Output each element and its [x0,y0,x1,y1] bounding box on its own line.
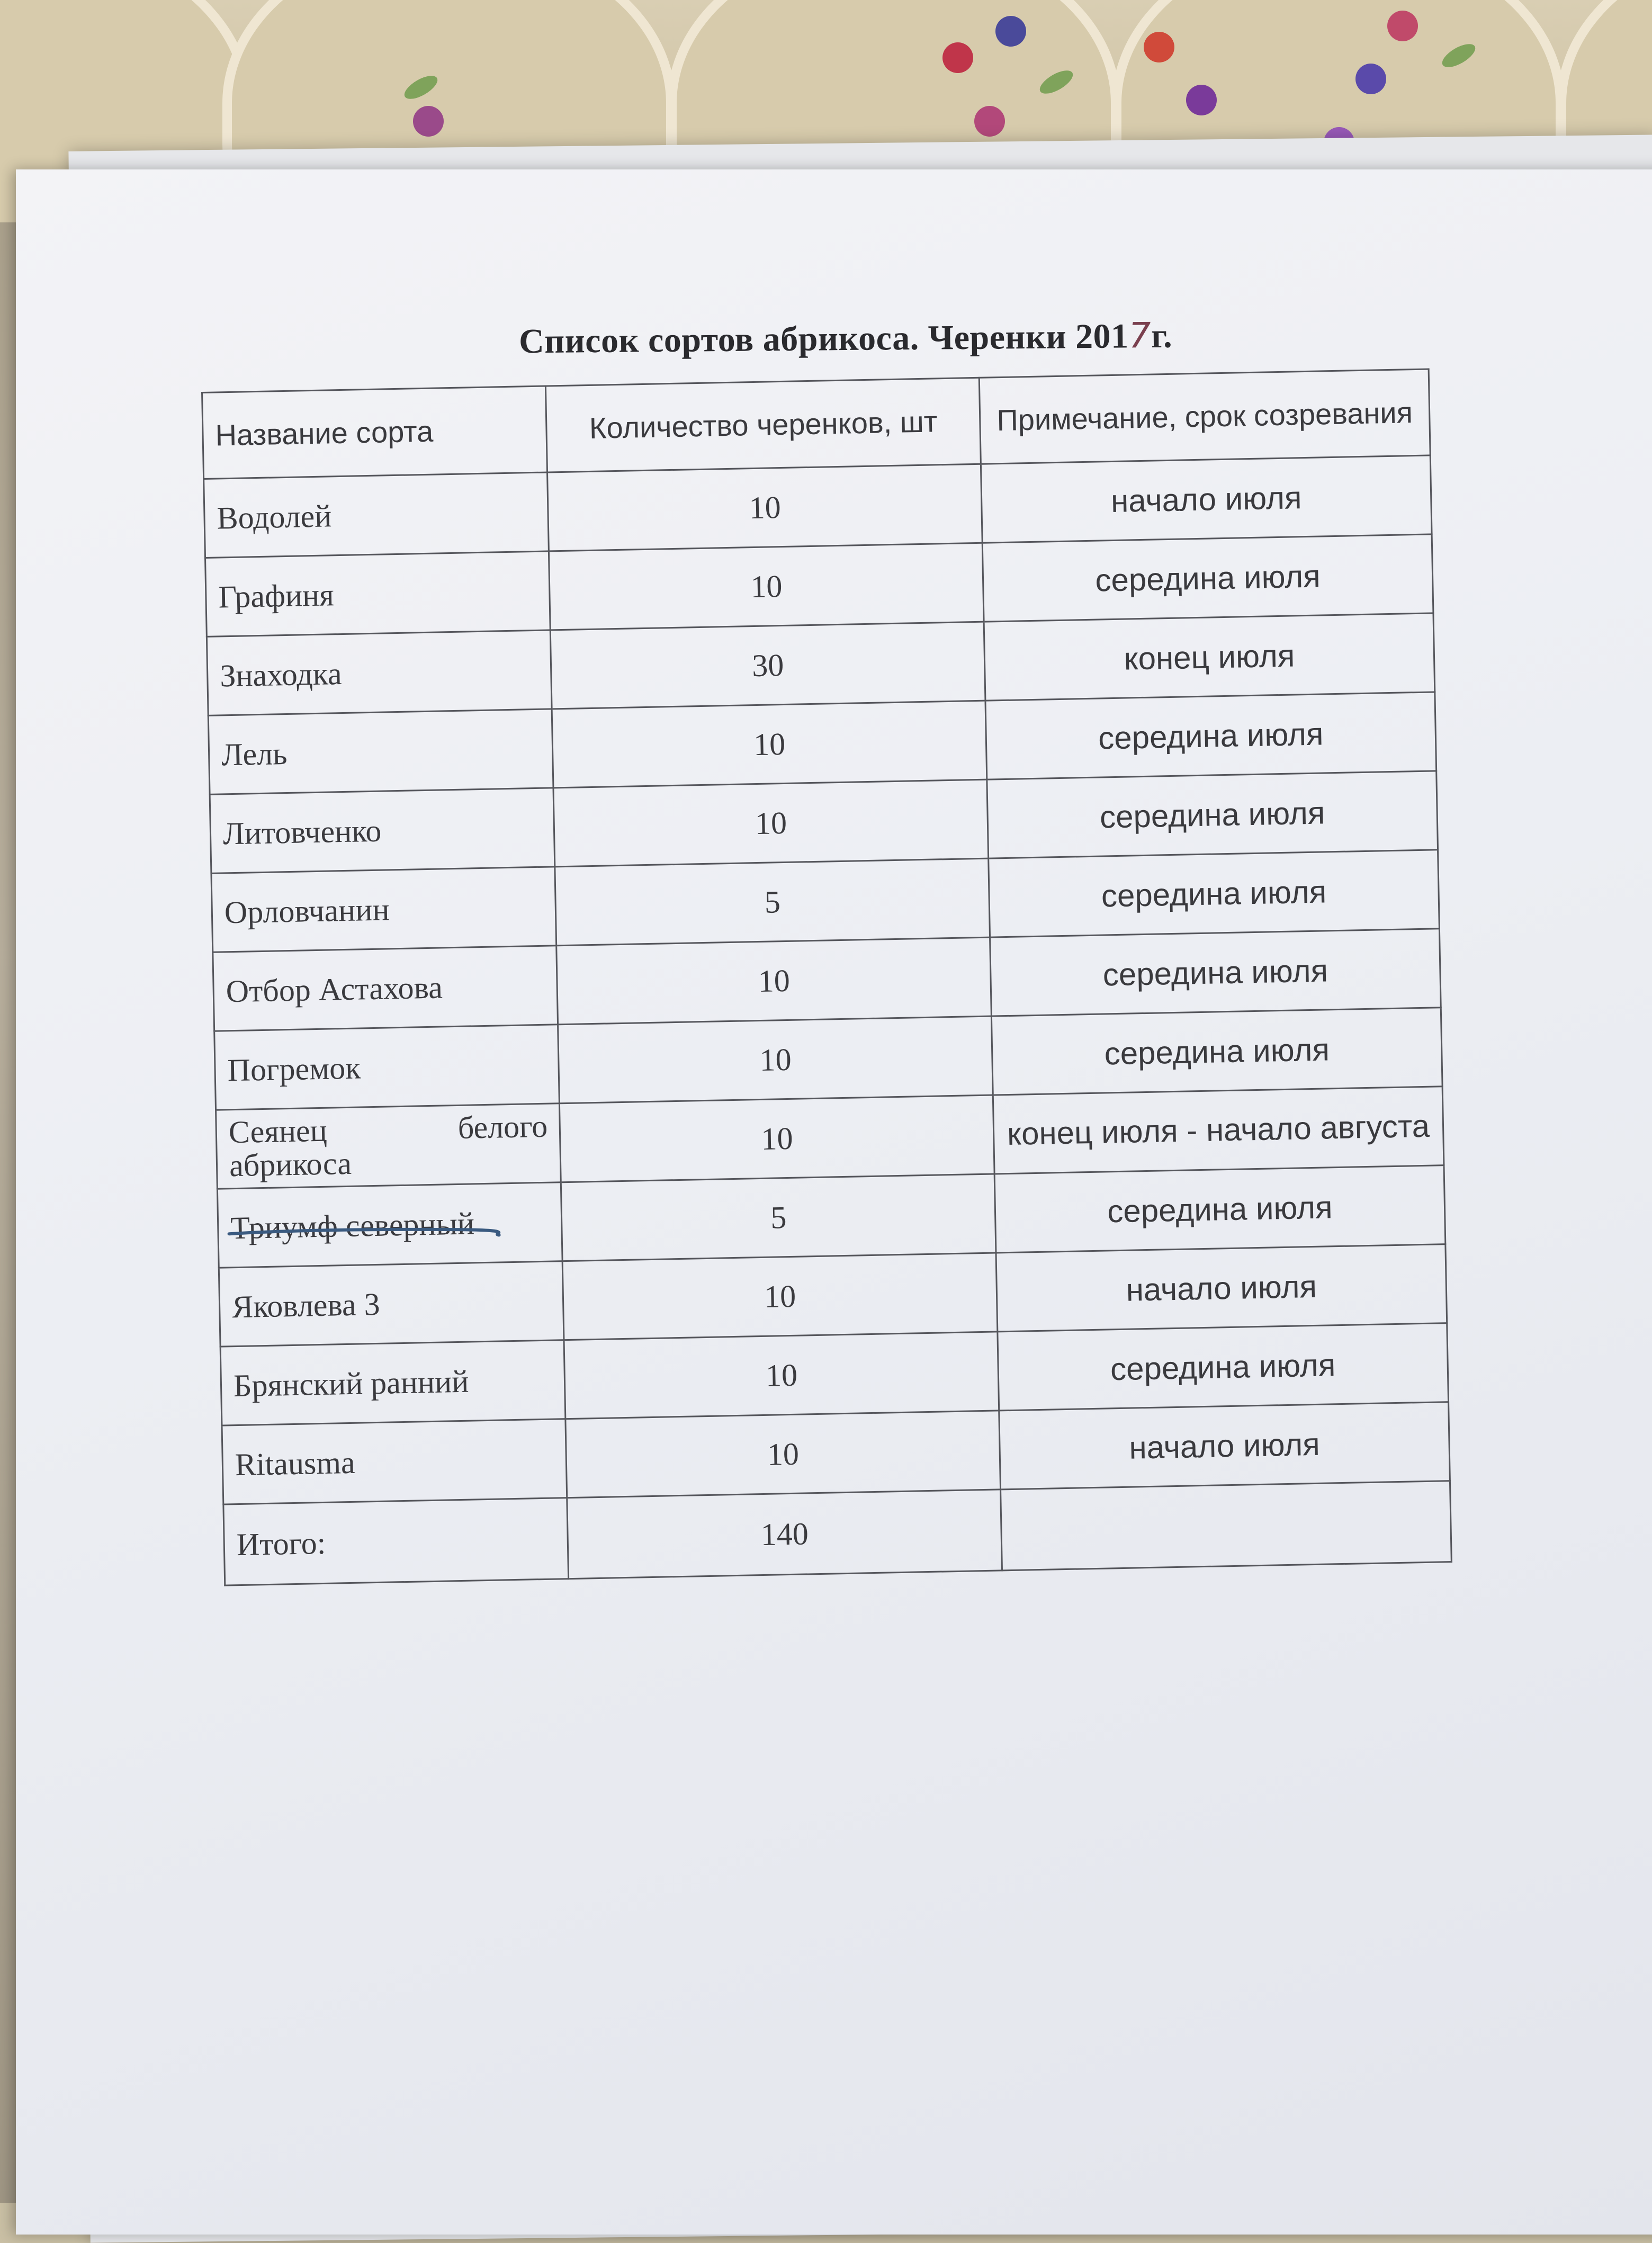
cutting-count: 30 [551,622,985,709]
cloth-flower [1186,85,1217,115]
document-title [519,315,1173,362]
variety-name: Триумф северный [230,1205,475,1245]
cutting-count: 10 [565,1411,1000,1498]
variety-name: Яковлева 3 [219,1261,564,1347]
variety-name: Графиня [205,551,551,636]
variety-name: Водолей [204,472,549,558]
handwritten-year-digit: 7 [1128,315,1152,356]
header-cutting-count: Количество черенков, шт [546,378,981,472]
title-suffix: г. [1151,316,1173,355]
cutting-count: 10 [560,1095,994,1182]
ripening-note: середина июля [998,1323,1449,1411]
variety-name: Орловчанин [211,867,556,952]
cutting-count: 5 [561,1174,996,1261]
variety-name: Сеянец белого абрикоса [216,1103,561,1189]
ripening-note: конец июля - начало августа [993,1087,1444,1174]
cloth-flower [1355,64,1386,94]
variety-name: Брянский ранний [220,1340,565,1425]
ripening-note: середина июля [985,692,1436,779]
variety-name: Отбор Астахова [213,946,558,1031]
ripening-note: середина июля [987,771,1438,858]
variety-name: Литовченко [210,788,555,873]
variety-name: Знаходка [206,630,552,715]
cutting-count: 5 [555,858,990,946]
cloth-flower [1144,32,1174,62]
variety-name: Погремок [214,1025,560,1110]
cloth-flower [942,42,973,73]
cutting-count: 10 [563,1253,998,1340]
ripening-note: начало июля [996,1244,1447,1332]
cutting-count: 10 [558,1016,993,1103]
ripening-note: конец июля [984,613,1435,701]
title-text: Список сортов абрикоса. Черенки 201 [518,317,1129,361]
total-label: Итого: [223,1498,569,1585]
cutting-count: 10 [547,464,982,551]
cloth-flower [974,106,1005,137]
cutting-count: 10 [556,937,991,1025]
cutting-count: 10 [552,701,987,788]
ripening-note: середина июля [989,850,1440,937]
header-variety-name: Название сорта [202,386,547,479]
variety-name: Ritausma [222,1419,567,1504]
ripening-note: начало июля [999,1402,1450,1490]
total-cutting-count: 140 [567,1490,1002,1579]
cloth-flower [995,16,1026,47]
cutting-count: 10 [553,779,988,867]
ripening-note: середина июля [994,1165,1446,1253]
total-note [1001,1481,1452,1571]
header-ripening-note: Примечание, срок созревания [979,369,1430,464]
variety-name: Лель [208,709,553,794]
cultivar-table [201,368,1452,1586]
cloth-flower [413,106,444,137]
variety-name-cell [217,1182,562,1268]
cloth-flower [1387,11,1418,41]
cutting-count: 10 [564,1332,999,1419]
ripening-note: середина июля [982,534,1433,622]
ripening-note: середина июля [990,929,1441,1016]
ripening-note: начало июля [981,455,1432,543]
ripening-note: середина июля [991,1008,1442,1095]
cutting-count: 10 [549,543,984,630]
struck-out-variety [230,1205,475,1246]
